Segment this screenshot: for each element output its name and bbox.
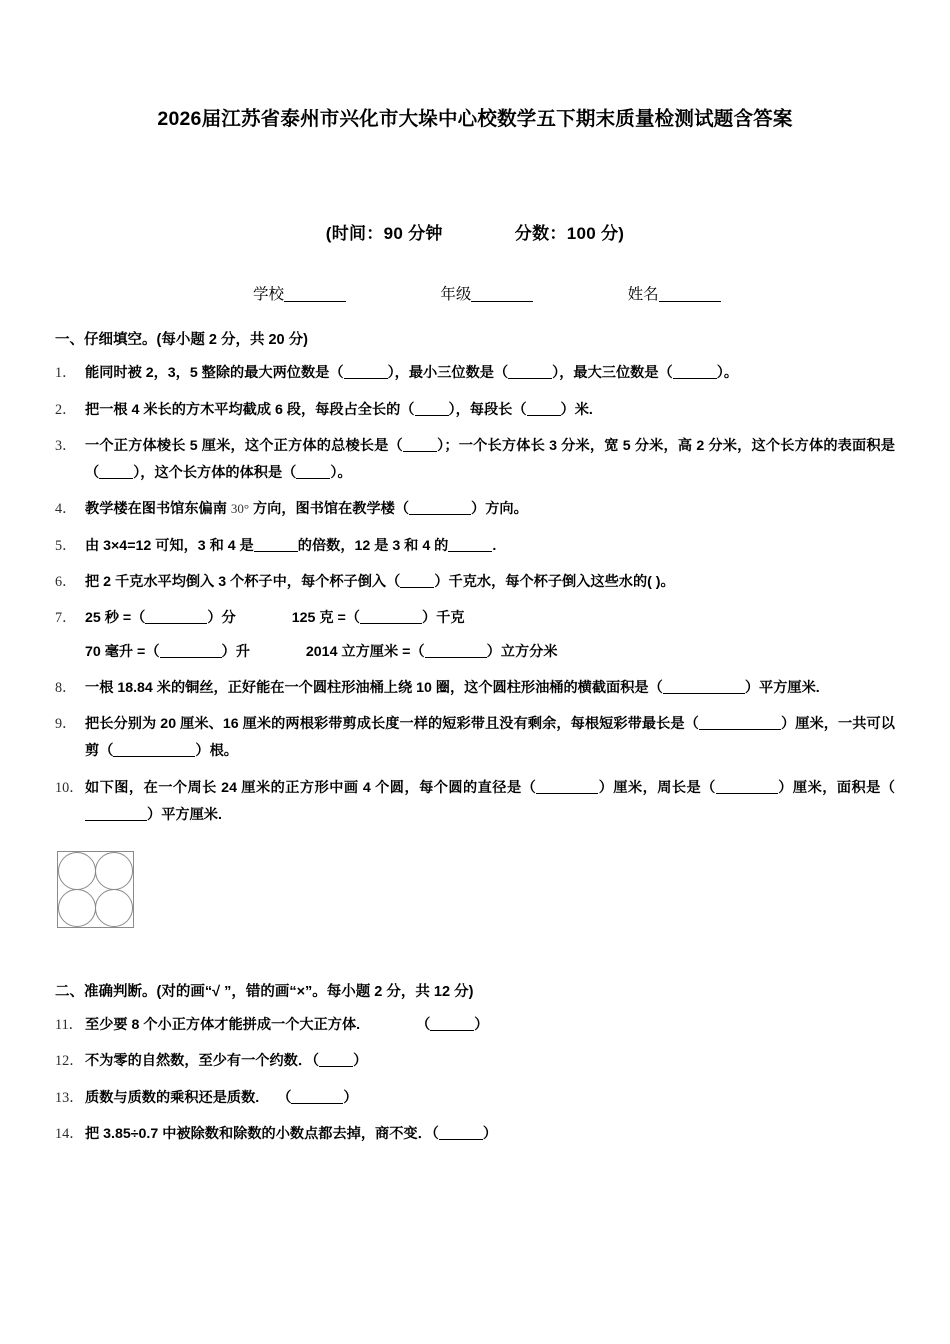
question-text: ） <box>353 1053 368 1070</box>
answer-blank[interactable] <box>527 415 561 416</box>
question-text: ）米. <box>560 401 593 418</box>
question-number: 9． <box>55 716 77 733</box>
answer-blank[interactable] <box>415 415 449 416</box>
exam-meta <box>55 219 895 244</box>
answer-blank[interactable] <box>508 378 552 379</box>
question-text: ），每段长（ <box>448 401 527 418</box>
figure-circle <box>58 852 96 890</box>
question-text: ） <box>482 1125 498 1142</box>
question-text: ），最小三位数是（ <box>387 365 509 382</box>
question-text: ）。 <box>330 465 352 482</box>
field-name-blank[interactable] <box>659 284 721 301</box>
question-text: 25 秒 =（ <box>85 610 146 627</box>
question-text: 至少要 8 个小正方体才能拼成一个大正方体. <box>85 1017 361 1034</box>
question-text: ）；一个长方体长 3 分米，宽 5 分米，高 2 分米，这个长方体的表面积是（ <box>85 437 895 482</box>
question-text: . <box>492 537 497 554</box>
question-text: 70 毫升 =（ <box>85 643 160 660</box>
answer-blank[interactable] <box>409 514 471 515</box>
question-text: 不为零的自然数，至少有一个约数．（ <box>85 1053 320 1070</box>
question-item <box>55 1085 895 1112</box>
question-item <box>55 675 895 702</box>
answer-blank[interactable] <box>296 478 330 479</box>
question-text: 把长分别为 20 厘米、16 厘米的两根彩带剪成长度一样的短彩带且没有剩余，每根短彩带最长是（ <box>85 716 699 733</box>
question-item <box>55 1012 895 1039</box>
question-text: ） <box>474 1017 489 1034</box>
exam-score-label: 分数：100 分) <box>514 224 625 244</box>
question-item <box>55 1048 895 1075</box>
question-text: ）千克 <box>421 610 465 627</box>
answer-blank[interactable] <box>85 820 147 821</box>
question-text: ）平方厘米. <box>147 806 222 823</box>
question-number: 12． <box>55 1053 84 1070</box>
field-school <box>253 282 346 304</box>
field-grade-blank[interactable] <box>471 284 533 301</box>
exam-time-label: (时间：90 分钟 <box>325 224 443 244</box>
page-title: 2026届江苏省泰州市兴化市大垛中心校数学五下期末质量检测试题含答案 <box>157 108 793 130</box>
question-text: 把 3.85÷0.7 中被除数和除数的小数点都去掉，商不变．（ <box>85 1125 439 1142</box>
question-number: 5． <box>55 537 77 554</box>
question-number: 4． <box>55 501 77 518</box>
question-number: 2． <box>55 401 77 418</box>
answer-blank[interactable] <box>536 793 598 794</box>
answer-blank[interactable] <box>439 1139 483 1140</box>
question-text: 一根 18.84 米的铜丝，正好能在一个圆柱形油桶上绕 10 圈，这个圆柱形油桶的横截面积是（ <box>85 679 663 696</box>
question-item <box>55 397 895 424</box>
question-text: 一个正方体棱长 5 厘米，这个正方体的总棱长是（ <box>85 437 403 454</box>
field-school-label: 学校 <box>253 286 285 304</box>
question-text: （ <box>277 1089 292 1106</box>
question-text: （ <box>416 1017 431 1034</box>
question-text: ）方向。 <box>471 501 528 518</box>
question-number: 11． <box>55 1017 83 1034</box>
answer-blank[interactable] <box>160 657 222 658</box>
question-item <box>55 775 895 830</box>
figure-square-with-circles <box>57 851 895 928</box>
question-number: 6． <box>55 574 77 590</box>
answer-blank[interactable] <box>673 378 717 379</box>
question-text: ）千克水，每个杯子倒入这些水的( )。 <box>434 574 675 590</box>
question-text: ）根。 <box>195 743 238 760</box>
answer-blank[interactable] <box>319 1066 353 1067</box>
question-text: ）立方分米 <box>486 643 558 660</box>
question-number: 14． <box>55 1125 84 1142</box>
answer-blank[interactable] <box>254 551 298 552</box>
question-text: ）。 <box>716 365 739 382</box>
question-text: 如下图，在一个周长 24 厘米的正方形中画 4 个圆，每个圆的直径是（ <box>85 779 537 796</box>
angle-value: 30° <box>230 501 250 517</box>
question-text: ）分 <box>207 610 236 627</box>
question-item <box>55 711 895 766</box>
answer-blank[interactable] <box>113 756 195 757</box>
question-item <box>55 1121 895 1148</box>
question-text: 把 2 千克水平均倒入 3 个杯子中，每个杯子倒入（ <box>85 574 401 590</box>
section-one-heading: 一、仔细填空。(每小题 2 分，共 20 分) <box>55 332 308 349</box>
question-text: 把一根 4 米长的方木平均截成 6 段，每段占全长的（ <box>85 401 415 418</box>
question-number: 10． <box>55 779 84 796</box>
figure-circle <box>95 889 133 927</box>
section-two <box>55 982 895 1148</box>
answer-blank[interactable] <box>699 729 781 730</box>
figure-circle <box>58 889 96 927</box>
question-text: ），这个长方体的体积是（ <box>133 465 297 482</box>
answer-blank[interactable] <box>716 793 778 794</box>
field-school-blank[interactable] <box>284 284 346 301</box>
question-number: 3． <box>55 437 77 454</box>
question-text: ） <box>343 1089 358 1106</box>
answer-blank[interactable] <box>430 1030 474 1031</box>
question-text: ），最大三位数是（ <box>552 365 673 382</box>
section-two-heading: 二、准确判断。(对的画“√ ”，错的画“×”。每小题 2 分，共 12 分) <box>55 984 474 1001</box>
figure-circle <box>95 852 133 890</box>
answer-blank[interactable] <box>344 378 388 379</box>
answer-blank[interactable] <box>360 623 422 624</box>
question-text: ）平方厘米. <box>744 679 820 696</box>
section-one <box>55 330 895 829</box>
question-text: 由 3×4=12 可知，3 和 4 是 <box>85 537 254 554</box>
answer-blank[interactable] <box>425 657 487 658</box>
question-text: 的倍数，12 是 3 和 4 的 <box>297 537 449 554</box>
student-info-fields <box>55 282 895 304</box>
question-number: 13． <box>55 1089 84 1106</box>
figure-spacer <box>55 928 895 952</box>
answer-blank[interactable] <box>291 1103 343 1104</box>
question-item <box>55 605 895 632</box>
question-item <box>55 639 895 666</box>
question-text: 质数与质数的乘积还是质数. <box>85 1089 260 1106</box>
question-text: 2014 立方厘米 =（ <box>305 643 425 660</box>
question-text: 125 克 =（ <box>291 610 360 627</box>
figure-square <box>57 851 134 928</box>
answer-blank[interactable] <box>145 623 207 624</box>
question-text: 能同时被 2，3，5 整除的最大两位数是（ <box>85 365 344 382</box>
question-item <box>55 360 895 387</box>
question-text: ）厘米，面积是（ <box>777 779 895 796</box>
question-item <box>55 569 895 596</box>
field-name <box>628 282 721 304</box>
question-item <box>55 533 895 560</box>
question-text: 教学楼在图书馆东偏南 <box>85 501 231 518</box>
question-number: 7． <box>55 610 77 627</box>
question-text: ）升 <box>221 643 250 660</box>
answer-blank[interactable] <box>663 693 745 694</box>
field-name-label: 姓名 <box>627 286 659 304</box>
question-text: ）厘米，一共可以剪（ <box>85 716 895 760</box>
field-grade-label: 年级 <box>440 286 472 304</box>
question-number: 1． <box>55 365 77 382</box>
question-number: 8． <box>55 679 77 696</box>
answer-blank[interactable] <box>403 451 437 452</box>
question-text: 方向，图书馆在教学楼（ <box>249 501 410 518</box>
question-item <box>55 496 895 523</box>
question-item <box>55 433 895 488</box>
question-text: ）厘米，周长是（ <box>598 779 716 796</box>
answer-blank[interactable] <box>99 478 133 479</box>
field-grade <box>440 282 533 304</box>
answer-blank[interactable] <box>400 587 434 588</box>
answer-blank[interactable] <box>448 551 492 552</box>
